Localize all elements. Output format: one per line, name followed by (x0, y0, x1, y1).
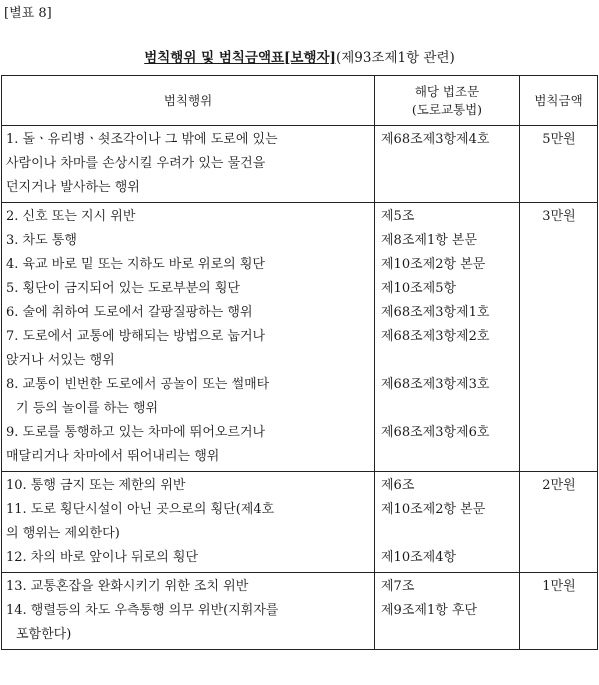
law-cell-line (379, 349, 516, 373)
table-row (2, 126, 598, 203)
law-cell-line (379, 397, 516, 421)
violation-cell-line: 12. 차의 바로 앞이나 뒤로의 횡단 (6, 550, 199, 565)
annex-label: [별표 8] (4, 6, 52, 21)
violation-cell-line: 사람이나 차마를 손상시킬 우려가 있는 물건을 (6, 156, 266, 171)
table-body (2, 126, 598, 650)
table-row (2, 472, 598, 573)
header-law-line2: (도로교통법) (411, 101, 483, 117)
violation-cell-line: 기 등의 놀이를 하는 행위 (16, 401, 159, 416)
law-cell-line: 제68조제3항제2호 (381, 329, 490, 344)
amount-cell-line: 5만원 (542, 132, 576, 147)
violation-cell (2, 203, 375, 472)
law-cell-line (379, 445, 516, 469)
amount-cell-line (524, 229, 594, 253)
amount-cell-line (524, 397, 594, 421)
law-cell-line (379, 176, 516, 200)
amount-cell-line (524, 176, 594, 200)
violation-cell-line: 4. 육교 바로 밑 또는 지하도 바로 위로의 횡단 (6, 257, 265, 272)
violation-cell-line: 앉거나 서있는 행위 (6, 353, 115, 368)
fine-table (1, 75, 598, 650)
violation-cell-line: 던지거나 발사하는 행위 (6, 180, 140, 195)
amount-cell-line (524, 277, 594, 301)
law-cell-line: 제7조 (381, 579, 415, 594)
violation-cell (2, 472, 375, 573)
violation-cell-line: 10. 통행 금지 또는 제한의 위반 (6, 478, 186, 493)
title-main: 범칙행위 및 범칙금액표[보행자] (144, 50, 336, 66)
law-cell-line: 제10조제2항 본문 (381, 502, 486, 517)
law-cell-line: 제68조제3항제4호 (381, 132, 490, 147)
law-cell-line: 제5조 (381, 209, 415, 224)
amount-cell (520, 203, 598, 472)
violation-cell-line: 14. 행렬등의 차도 우측통행 의무 위반(지휘자를 (6, 603, 279, 618)
law-cell-line: 제68조제3항제3호 (381, 377, 490, 392)
amount-cell-line (524, 522, 594, 546)
table-row (2, 203, 598, 472)
amount-cell-line (524, 498, 594, 522)
header-amount: 범칙금액 (520, 76, 598, 126)
law-cell-line (379, 623, 516, 647)
violation-cell-line: 의 행위는 제외한다) (6, 526, 120, 541)
amount-cell-line: 1만원 (542, 579, 576, 594)
amount-cell-line: 3만원 (542, 209, 576, 224)
amount-cell-line (524, 349, 594, 373)
law-cell-line: 제10조제2항 본문 (381, 257, 486, 272)
violation-cell-line: 13. 교통혼잡을 완화시키기 위한 조치 위반 (6, 579, 249, 594)
amount-cell-line (524, 599, 594, 623)
amount-cell-line (524, 301, 594, 325)
amount-cell (520, 472, 598, 573)
violation-cell (2, 573, 375, 650)
violation-cell-line: 9. 도로를 통행하고 있는 차마에 뛰어오르거나 (6, 425, 266, 440)
law-cell-line (379, 152, 516, 176)
amount-cell-line (524, 421, 594, 445)
law-cell-line: 제8조제1항 본문 (381, 233, 478, 248)
amount-cell-line (524, 152, 594, 176)
law-cell-line (379, 522, 516, 546)
law-cell-line: 제10조제5항 (381, 281, 457, 296)
law-cell-line: 제68조제3항제6호 (381, 425, 490, 440)
law-cell (375, 126, 520, 203)
amount-cell (520, 126, 598, 203)
amount-cell (520, 573, 598, 650)
header-violation: 범칙행위 (2, 76, 375, 126)
law-cell (375, 203, 520, 472)
amount-cell-line (524, 445, 594, 469)
law-cell-line: 제10조제4항 (381, 550, 457, 565)
table-title (0, 46, 599, 66)
violation-cell-line: 매달리거나 차마에서 뛰어내리는 행위 (6, 449, 220, 464)
violation-cell-line: 7. 도로에서 교통에 방해되는 방법으로 눕거나 (6, 329, 266, 344)
header-law (375, 76, 520, 126)
amount-cell-line (524, 623, 594, 647)
title-sub: (제93조제1항 관련) (335, 50, 455, 66)
violation-cell-line: 3. 차도 통행 (6, 233, 77, 248)
violation-cell-line: 11. 도로 횡단시설이 아닌 곳으로의 횡단(제4호 (6, 502, 275, 517)
law-cell (375, 472, 520, 573)
law-cell-line: 제6조 (381, 478, 415, 493)
amount-cell-line (524, 325, 594, 349)
table-row (2, 573, 598, 650)
violation-cell (2, 126, 375, 203)
violation-cell-line: 1. 돌ㆍ유리병ㆍ쇳조각이나 그 밖에 도로에 있는 (6, 132, 278, 147)
law-cell (375, 573, 520, 650)
law-cell-line: 제9조제1항 후단 (381, 603, 478, 618)
amount-cell-line (524, 546, 594, 570)
amount-cell-line (524, 373, 594, 397)
violation-cell-line: 5. 횡단이 금지되어 있는 도로부분의 횡단 (6, 281, 240, 296)
amount-cell-line (524, 253, 594, 277)
table-header-row (2, 76, 598, 126)
amount-cell-line: 2만원 (542, 478, 576, 493)
violation-cell-line: 8. 교통이 빈번한 도로에서 공놀이 또는 썰매타 (6, 377, 270, 392)
law-cell-line: 제68조제3항제1호 (381, 305, 490, 320)
violation-cell-line: 2. 신호 또는 지시 위반 (6, 209, 136, 224)
violation-cell-line: 6. 술에 취하여 도로에서 갈팡질팡하는 행위 (6, 305, 253, 320)
header-law-line1: 해당 법조문 (414, 83, 480, 99)
violation-cell-line: 포함한다) (16, 627, 72, 642)
